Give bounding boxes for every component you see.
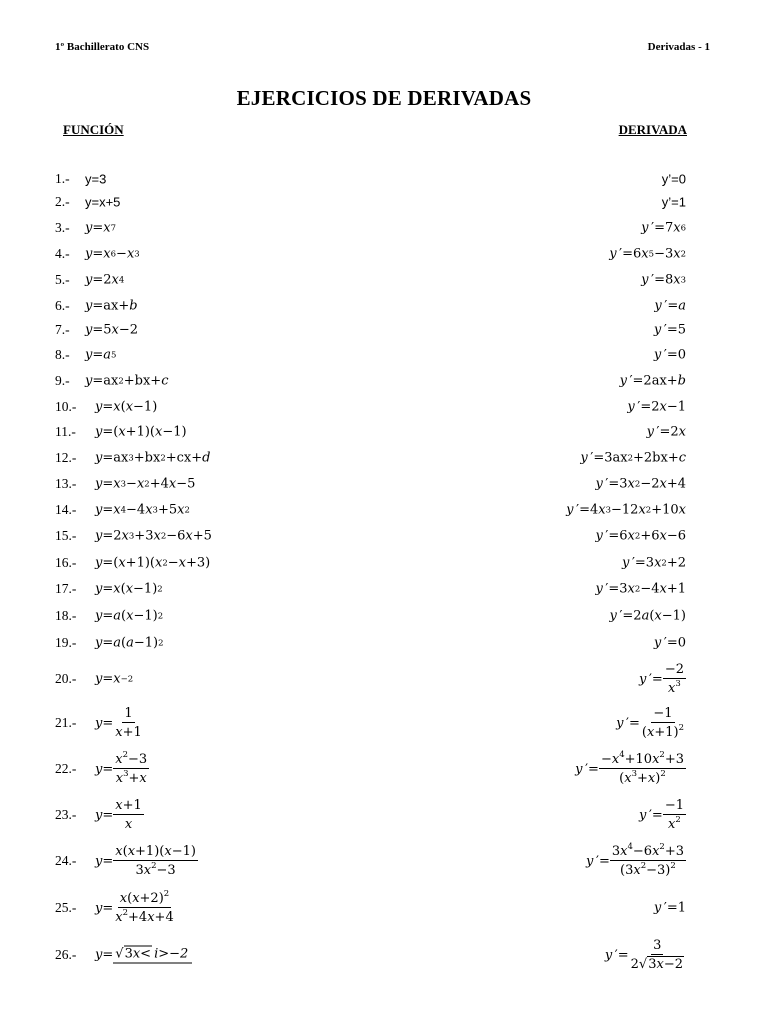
derivative-expression: y ′= $\frac{-1}{x^2}$ (639, 798, 684, 832)
function-expression: y = a 5 (85, 347, 117, 363)
exercise-number: 13.- (55, 476, 77, 491)
function-expression: y=3 (85, 171, 107, 187)
function-expression: y =ax+ b (85, 298, 138, 314)
function-expression: y =2 x 4 (85, 272, 125, 288)
function-expression: y =( x +1)( x −1) (95, 424, 187, 440)
exercise-number: 20.- (55, 671, 77, 686)
derivative-expression: y ′=2 x −1 (627, 399, 686, 415)
function-expression: y = x 3 − x 2 +4 x −5 (95, 476, 196, 492)
function-expression: y = x ( x −1) 2 (95, 581, 163, 597)
exercise-number: 16.- (55, 555, 77, 570)
exercise-number: 6.- (55, 298, 70, 313)
function-expression: y =( x +1)( x 2 − x +3) (95, 555, 211, 571)
derivative-expression: y ′=3ax 2 +2bx+ c (580, 450, 686, 466)
derivative-expression: y ′=4 x 3 −12 x 2 +10 x (566, 502, 686, 518)
exercise-number: 24.- (55, 853, 77, 868)
function-expression: y = x 7 (85, 220, 117, 236)
exercise-number: 1.- (55, 171, 70, 186)
derivative-expression: y’=1 (661, 194, 686, 210)
function-expression: y =5 x −2 (85, 322, 139, 338)
derivative-expression: y ′=2 x (646, 424, 686, 440)
function-expression: y = x −2 (95, 671, 134, 687)
function-expression: y =2 x 3 +3 x 2 −6 x +5 (95, 528, 212, 544)
derivative-expression: y ′=3 x 2 −2 x +4 (595, 476, 686, 492)
exercise-number: 12.- (55, 450, 77, 465)
exercise-number: 26.- (55, 947, 77, 962)
exercise-number: 8.- (55, 347, 70, 362)
derivative-expression: y ′= a (654, 298, 686, 314)
function-expression: y = $\frac{x^2-3}{x^3+x}$ (95, 750, 148, 786)
function-expression: y = $\frac{x+1}{x}$ (95, 798, 142, 832)
column-header-function: FUNCIÓN (63, 122, 124, 137)
function-expression: y = a ( a −1) 2 (95, 635, 164, 651)
exercise-number: 7.- (55, 322, 70, 337)
function-expression: y = $\frac{x(x+2)^2}{x^2+4x+4}$ (95, 889, 174, 925)
header-right: Derivadas - 1 (647, 41, 710, 53)
exercise-number: 9.- (55, 373, 70, 388)
function-expression: y = x 6 − x 3 (85, 246, 140, 262)
derivative-expression: y ′=2 a ( x −1) (609, 608, 686, 624)
derivative-expression: y ′=5 (653, 322, 686, 338)
exercise-number: 21.- (55, 715, 77, 730)
derivative-expression: y ′=0 (653, 347, 686, 363)
derivative-expression: y ′= $\frac{-x^4+10x^2+3}{(x^3+x)^2}$ (575, 750, 684, 786)
exercise-number: 11.- (55, 424, 76, 439)
exercise-number: 22.- (55, 761, 77, 776)
exercise-number: 18.- (55, 608, 77, 623)
function-expression: y = a ( x −1) 2 (95, 608, 164, 624)
exercise-number: 5.- (55, 272, 70, 287)
function-expression: y =ax 2 +bx+ c (85, 373, 169, 389)
exercise-number: 3.- (55, 220, 70, 235)
derivative-expression: y ′=3 x 2 −4 x +1 (595, 581, 686, 597)
exercise-number: 25.- (55, 900, 77, 915)
derivative-expression: y ′=8 x 3 (641, 272, 686, 288)
derivative-expression: y ′=6 x 2 +6 x −6 (595, 528, 686, 544)
derivative-expression: y ′=7 x 6 (641, 220, 686, 236)
derivative-expression: y ′= $\frac{3}{2√3x-2}$ (604, 938, 683, 972)
derivative-expression: y ′= $\frac{3x^4-6x^2+3}{(3x^2-3)^2}$ (586, 842, 684, 878)
derivative-expression: y ′=0 (653, 635, 686, 651)
derivative-expression: y’=0 (661, 171, 686, 187)
function-expression: y = $\frac{1}{x+1}$ (95, 706, 142, 740)
exercise-number: 10.- (55, 399, 77, 414)
function-expression: y=x+5 (85, 194, 121, 210)
derivative-expression: y ′=1 (653, 900, 686, 916)
function-expression: y = $\frac{x(x+1)(x-1)}{3x^2-3}$ (95, 844, 196, 878)
exercise-number: 14.- (55, 502, 77, 517)
derivative-expression: y ′= $\frac{-2}{x^3}$ (639, 662, 684, 696)
function-expression: y = x 4 −4 x 3 +5 x 2 (95, 502, 190, 518)
exercise-number: 17.- (55, 581, 77, 596)
derivative-expression: y ′=2ax+ b (619, 373, 686, 389)
exercise-number: 4.- (55, 246, 70, 261)
function-expression: y =ax 3 +bx 2 +cx+ d (95, 450, 211, 466)
exercise-number: 23.- (55, 807, 77, 822)
header-left: 1º Bachillerato CNS (55, 41, 150, 53)
derivative-expression: y ′=3 x 2 +2 (621, 555, 686, 571)
derivative-expression: y ′= $\frac{-1}{(x+1)^2}$ (616, 706, 684, 740)
exercise-number: 19.- (55, 635, 77, 650)
derivative-expression: y ′=6 x 5 −3 x 2 (609, 246, 686, 262)
column-header-derivative: DERIVADA (618, 122, 687, 137)
exercise-number: 2.- (55, 194, 70, 209)
page-title: EJERCICIOS DE DERIVADAS (236, 86, 532, 110)
function-expression: y = √3x< i>−2 (95, 947, 192, 964)
exercise-number: 15.- (55, 528, 77, 543)
function-expression: y = x ( x −1) (95, 399, 158, 415)
